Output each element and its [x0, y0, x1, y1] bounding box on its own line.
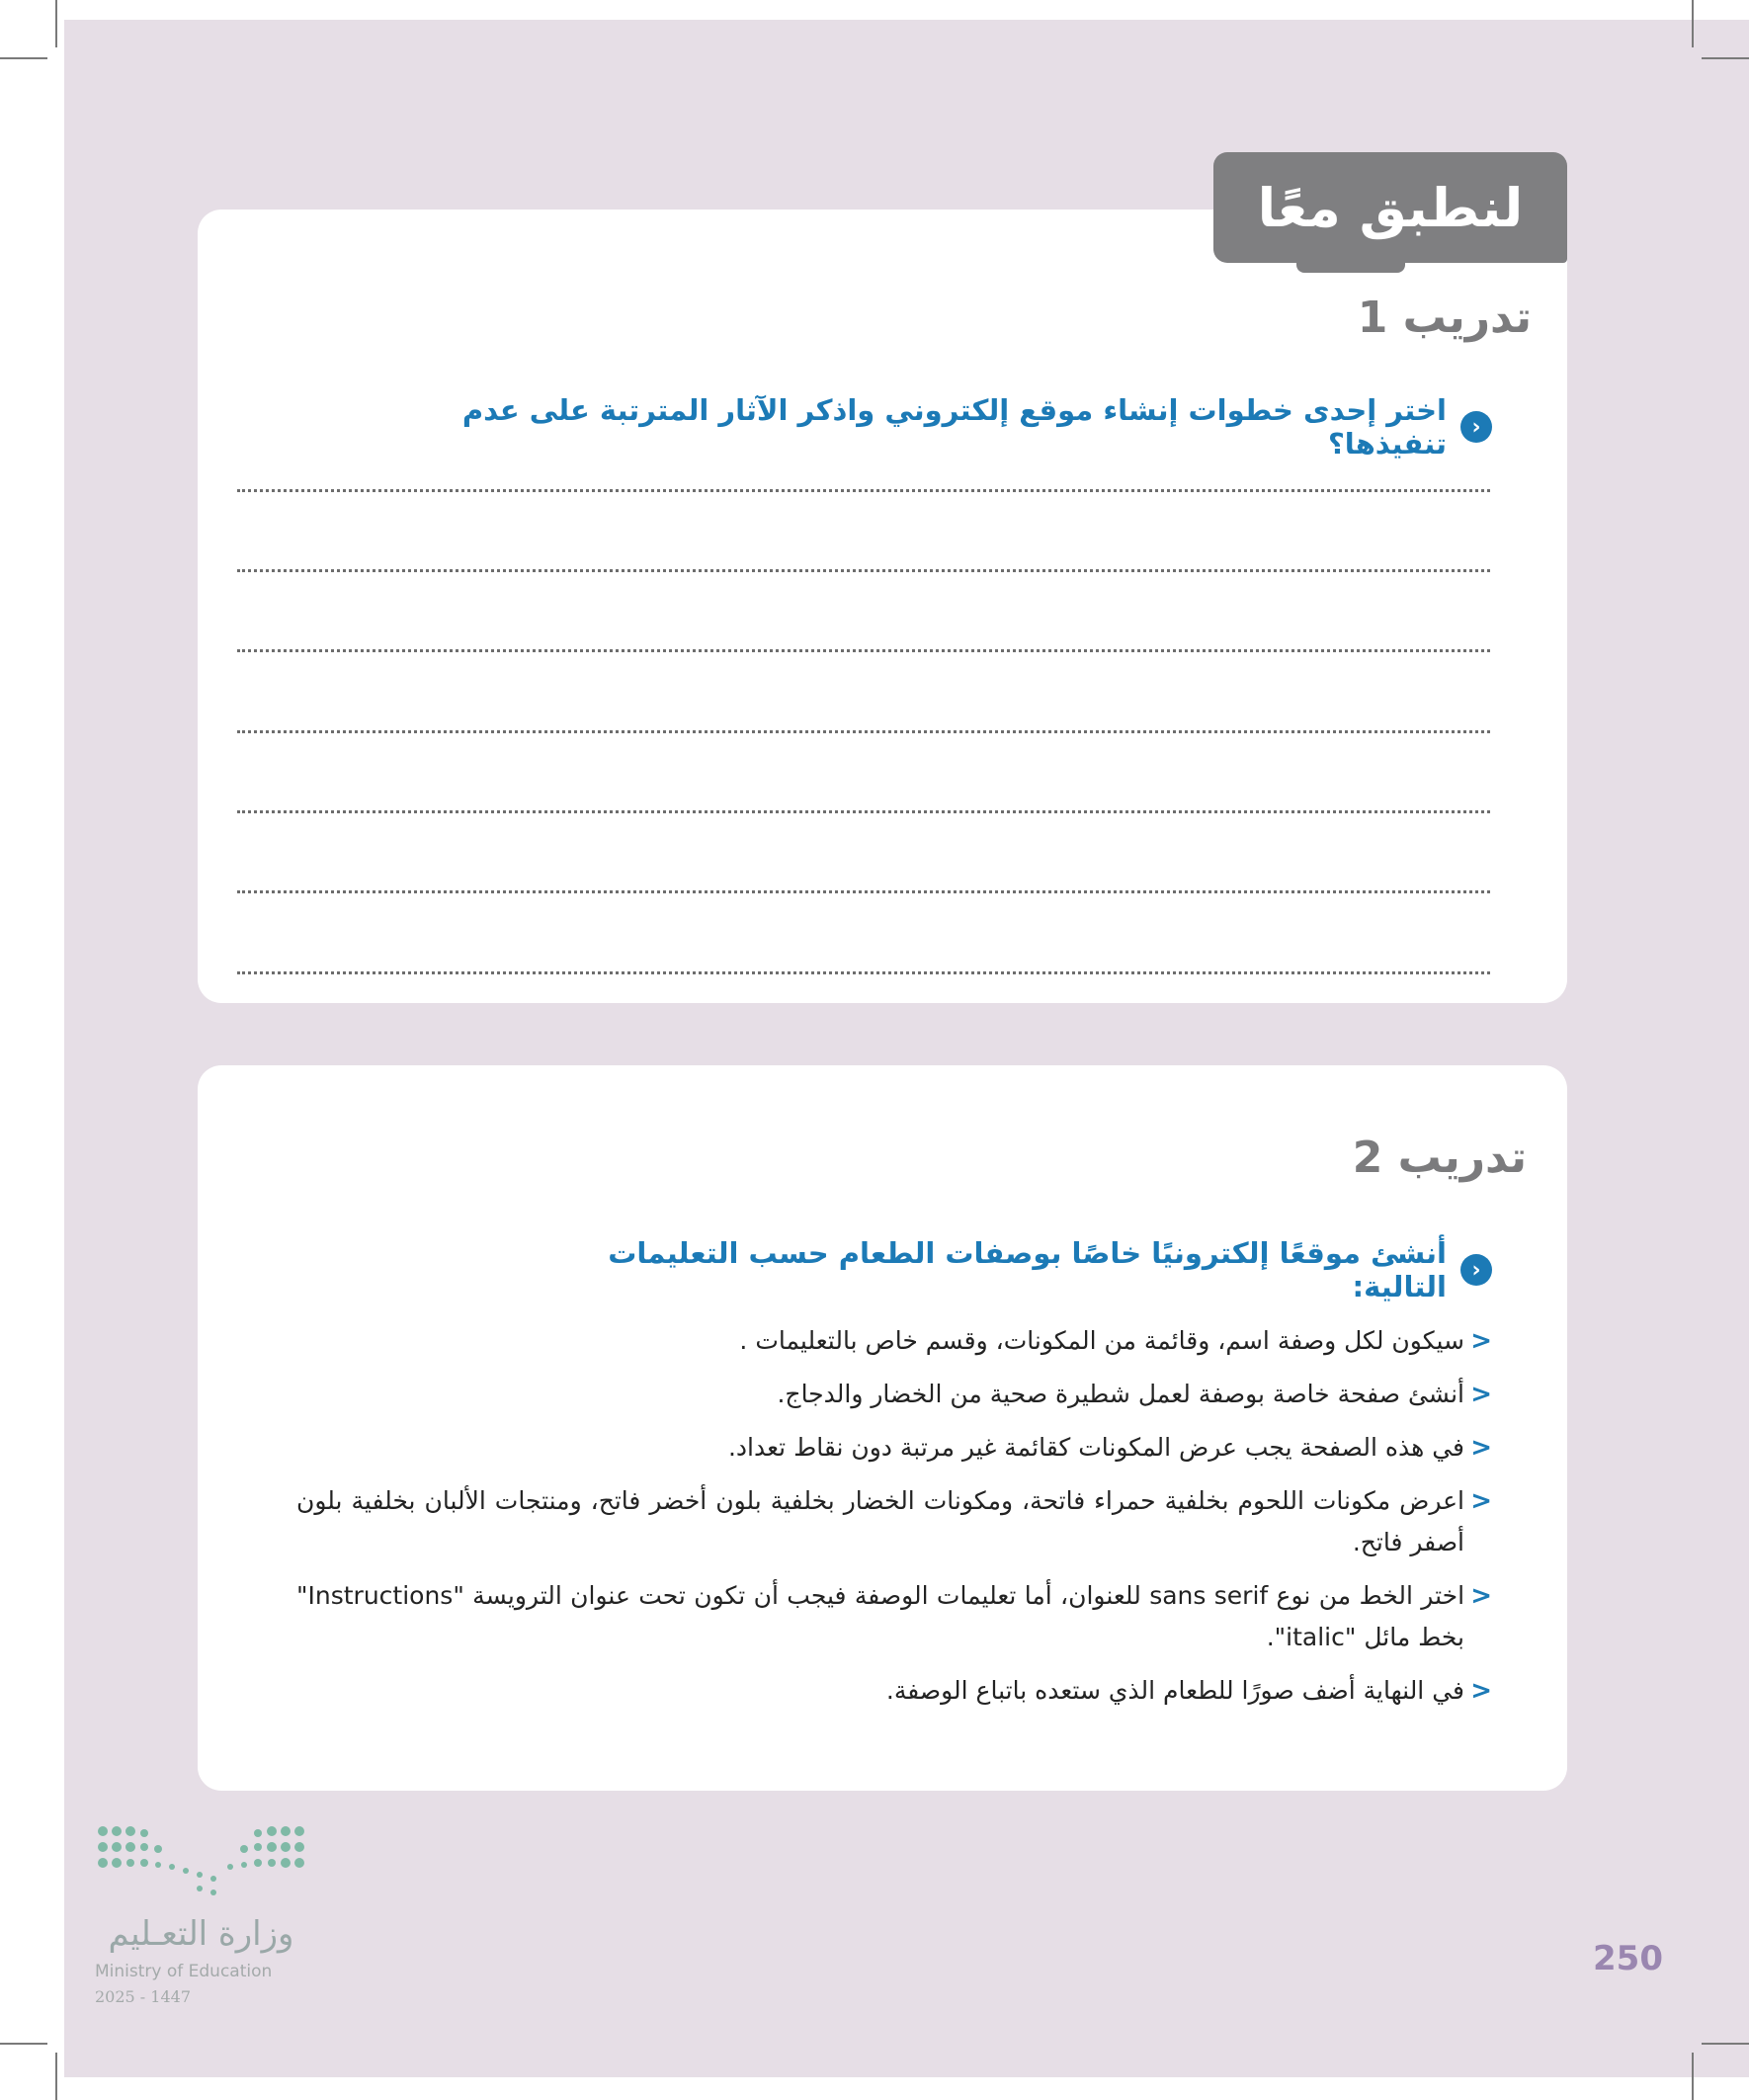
exercise-1-question-text: اختر إحدى خطوات إنشاء موقع إلكتروني واذكر الآثار المترتبة على عدم تنفيذها؟ [461, 393, 1447, 461]
answer-line[interactable] [237, 971, 1490, 974]
chevron-circle-icon: ‹ [1460, 1254, 1492, 1286]
chevron-left-icon: < [1470, 1433, 1492, 1463]
edition-year: 2025 - 1447 [95, 1987, 192, 2006]
chevron-left-icon: < [1470, 1326, 1492, 1356]
crop-mark [0, 2043, 47, 2045]
answer-line[interactable] [237, 489, 1490, 492]
page-number: 250 [1593, 1939, 1663, 1978]
chevron-circle-icon: ‹ [1460, 411, 1492, 443]
crop-mark [1702, 2043, 1749, 2045]
answer-line[interactable] [237, 730, 1490, 733]
answer-line[interactable] [237, 890, 1490, 893]
crop-mark [55, 0, 57, 47]
ministry-name-english: Ministry of Education [95, 1962, 273, 1981]
chevron-left-icon: < [1470, 1486, 1492, 1516]
answer-line[interactable] [237, 810, 1490, 813]
list-item: < سيكون لكل وصفة اسم، وقائمة من المكونات، وقسم خاص بالتعليمات . [296, 1320, 1492, 1362]
exercise-1-question [415, 393, 1492, 461]
list-item: < في هذه الصفحة يجب عرض المكونات كقائمة غير مرتبة دون نقاط تعداد. [296, 1427, 1492, 1469]
section-banner [1213, 152, 1567, 263]
exercise-2-title: تدريب 2 [1352, 1133, 1527, 1183]
chevron-left-icon: < [1470, 1581, 1492, 1611]
list-item: < اعرض مكونات اللحوم بخلفية حمراء فاتحة، ومكونات الخضار بخلفية بلون أخضر فاتح، ومنتجات الألبان بخلفية بلون أصفر فاتح. [296, 1480, 1492, 1563]
crop-mark [1692, 2053, 1694, 2100]
ministry-logo-dots-icon [95, 1823, 307, 1902]
crop-mark [55, 2053, 57, 2100]
list-item: < اختر الخط من نوع sans serif للعنوان، أما تعليمات الوصفة فيجب أن تكون تحت عنوان الترويسة "Instructions" بخط مائل "italic". [296, 1575, 1492, 1658]
ministry-logo [95, 1823, 322, 2011]
exercise-2-question-text: أنشئ موقعًا إلكترونيًا خاصًا بوصفات الطعام حسب التعليمات التالية: [608, 1236, 1447, 1303]
answer-line[interactable] [237, 569, 1490, 572]
ministry-name-arabic: وزارة التعـليم [108, 1914, 294, 1954]
chevron-left-icon: < [1470, 1676, 1492, 1706]
banner-title: لنطبق معًا [1257, 176, 1524, 239]
list-item: < أنشئ صفحة خاصة بوصفة لعمل شطيرة صحية من الخضار والدجاج. [296, 1374, 1492, 1415]
crop-mark [1702, 57, 1749, 59]
list-item: < في النهاية أضف صورًا للطعام الذي ستعده باتباع الوصفة. [296, 1670, 1492, 1712]
crop-mark [1692, 0, 1694, 47]
instruction-list [296, 1320, 1492, 1723]
exercise-2-question [553, 1236, 1492, 1303]
chevron-left-icon: < [1470, 1380, 1492, 1409]
exercise-1-title: تدريب 1 [1357, 293, 1532, 343]
crop-mark [0, 57, 47, 59]
answer-line[interactable] [237, 649, 1490, 652]
